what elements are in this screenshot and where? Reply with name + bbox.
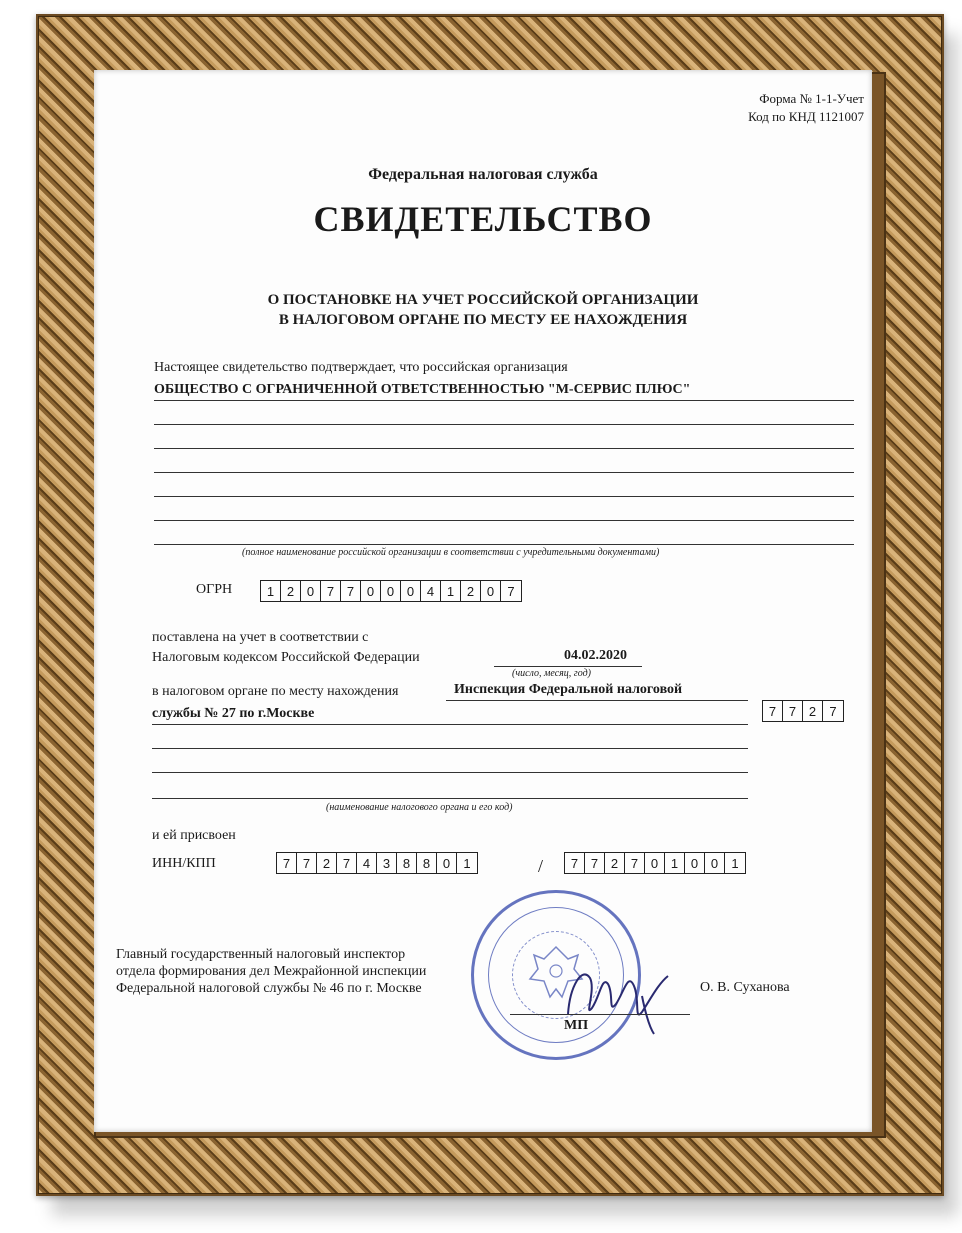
org-line-7 xyxy=(154,544,854,545)
inn-digit: 8 xyxy=(397,853,417,873)
ogrn-digit: 7 xyxy=(507,583,515,599)
inn-boxes xyxy=(276,852,478,874)
org-line-6 xyxy=(154,520,854,521)
ogrn-digit: 0 xyxy=(401,581,421,601)
ogrn-digit: 0 xyxy=(301,581,321,601)
signatory-line-3: Федеральной налоговой службы № 46 по г. Москве xyxy=(116,981,422,996)
inn-digit: 4 xyxy=(357,853,377,873)
ogrn-digit: 1 xyxy=(261,581,281,601)
authority-code-digit: 7 xyxy=(829,703,837,719)
authority-underline-4 xyxy=(152,772,748,773)
inn-kpp-label: ИНН/КПП xyxy=(152,856,216,871)
authority-underline-1 xyxy=(446,700,748,701)
ogrn-digit: 4 xyxy=(421,581,441,601)
inn-kpp-separator: / xyxy=(538,856,544,876)
form-number: Форма № 1-1-Учет xyxy=(759,91,864,106)
agency-name: Федеральная налоговая служба xyxy=(368,166,598,183)
org-line-1 xyxy=(154,400,854,401)
kpp-digit: 2 xyxy=(605,853,625,873)
form-number-block xyxy=(748,90,864,126)
org-line-5 xyxy=(154,496,854,497)
ogrn-digit: 0 xyxy=(361,581,381,601)
org-intro: Настоящее свидетельство подтверждает, что российская организация xyxy=(154,360,568,375)
knd-code: Код по КНД 1121007 xyxy=(748,109,864,124)
document-title: СВИДЕТЕЛЬСТВО xyxy=(313,199,653,239)
document-subtitle xyxy=(94,290,872,330)
kpp-digit: 7 xyxy=(585,853,605,873)
inn-digit: 1 xyxy=(463,855,471,871)
authority-code-digit: 7 xyxy=(763,701,783,721)
registration-line-1: поставлена на учет в соответствии с xyxy=(152,630,369,645)
org-line-3 xyxy=(154,448,854,449)
kpp-digit: 1 xyxy=(665,853,685,873)
authority-code-digit: 2 xyxy=(803,701,823,721)
subtitle-line-2: В НАЛОГОВОМ ОРГАНЕ ПО МЕСТУ ЕЕ НАХОЖДЕНИЯ xyxy=(278,312,688,328)
kpp-digit: 7 xyxy=(625,853,645,873)
ogrn-digit: 0 xyxy=(481,581,501,601)
ogrn-digit: 2 xyxy=(461,581,481,601)
assigned-label: и ей присвоен xyxy=(152,828,236,843)
org-caption: (полное наименование российской организации в соответствии с учредительными документами) xyxy=(242,547,660,558)
registration-date: 04.02.2020 xyxy=(564,648,627,663)
kpp-digit: 0 xyxy=(705,853,725,873)
authority-caption: (наименование налогового органа и его код) xyxy=(326,802,513,813)
kpp-digit: 1 xyxy=(731,855,739,871)
ogrn-digit: 7 xyxy=(321,581,341,601)
authority-underline-5 xyxy=(152,798,748,799)
date-line xyxy=(494,666,642,667)
place-label: в налоговом органе по месту нахождения xyxy=(152,684,399,699)
ogrn-boxes xyxy=(260,580,522,602)
mp-mark: МП xyxy=(564,1018,589,1033)
ogrn-digit: 2 xyxy=(281,581,301,601)
ogrn-digit: 1 xyxy=(441,581,461,601)
org-line-2 xyxy=(154,424,854,425)
registration-line-2: Налоговым кодексом Российской Федерации xyxy=(152,650,420,665)
inn-digit: 2 xyxy=(317,853,337,873)
org-line-4 xyxy=(154,472,854,473)
kpp-boxes xyxy=(564,852,746,874)
authority-line-2: службы № 27 по г.Москве xyxy=(152,706,315,721)
signatory-line-1: Главный государственный налоговый инспектор xyxy=(116,947,406,962)
signatory-name: О. В. Суханова xyxy=(700,980,790,995)
authority-code-boxes xyxy=(762,700,844,722)
inn-digit: 8 xyxy=(417,853,437,873)
ogrn-digit: 7 xyxy=(341,581,361,601)
ogrn-digit: 0 xyxy=(381,581,401,601)
certificate-paper xyxy=(94,70,872,1132)
signature-line xyxy=(510,1014,690,1015)
inn-digit: 0 xyxy=(437,853,457,873)
inn-digit: 7 xyxy=(277,853,297,873)
kpp-digit: 7 xyxy=(565,853,585,873)
org-name: ОБЩЕСТВО С ОГРАНИЧЕННОЙ ОТВЕТСТВЕННОСТЬЮ "М-СЕРВИС ПЛЮС" xyxy=(154,382,691,397)
authority-line-1: Инспекция Федеральной налоговой xyxy=(454,682,683,697)
signatory-title xyxy=(116,946,426,997)
authority-underline-2 xyxy=(152,724,748,725)
authority-underline-3 xyxy=(152,748,748,749)
inn-digit: 7 xyxy=(337,853,357,873)
subtitle-line-1: О ПОСТАНОВКЕ НА УЧЕТ РОССИЙСКОЙ ОРГАНИЗАЦИИ xyxy=(267,292,699,308)
kpp-digit: 0 xyxy=(685,853,705,873)
ogrn-label: ОГРН xyxy=(196,582,233,597)
date-caption: (число, месяц, год) xyxy=(512,668,591,679)
inn-digit: 3 xyxy=(377,853,397,873)
authority-code-digit: 7 xyxy=(783,701,803,721)
kpp-digit: 0 xyxy=(645,853,665,873)
inn-digit: 7 xyxy=(297,853,317,873)
signatory-line-2: отдела формирования дел Межрайонной инспекции xyxy=(116,964,427,979)
